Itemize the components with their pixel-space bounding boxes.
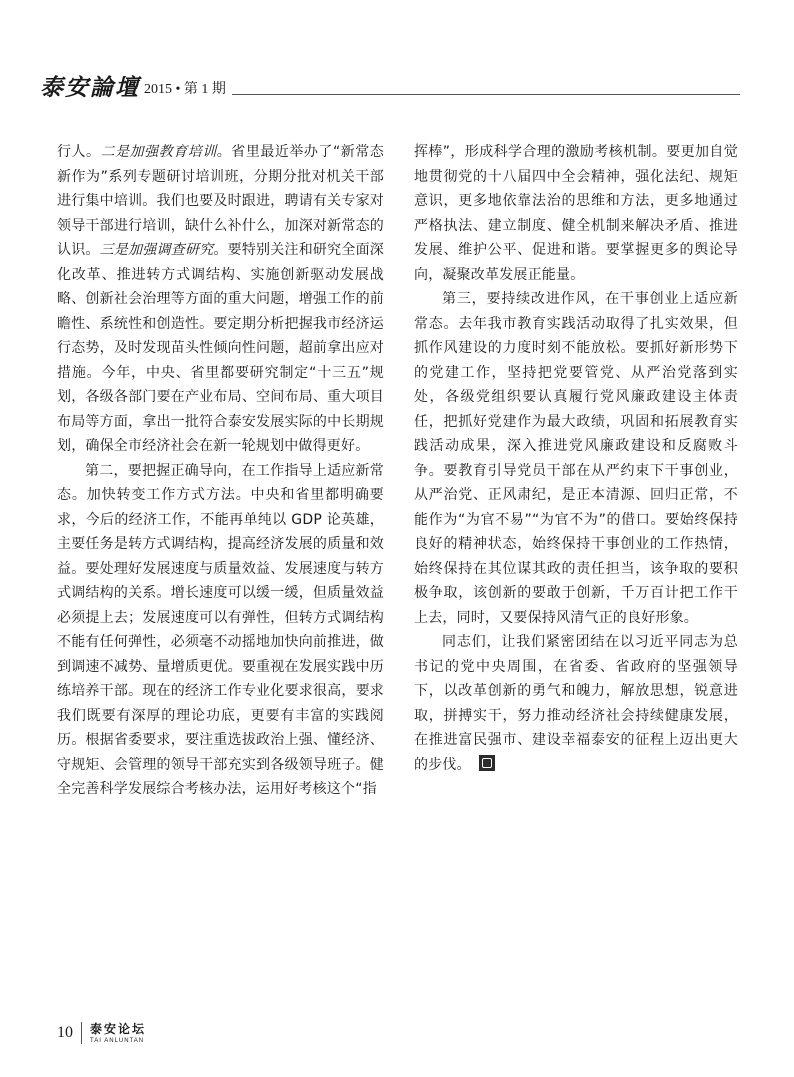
paragraph [414, 630, 738, 777]
text-run: 。省里最近举办了“新常态新作为”系列专题研讨培训班，分期分批对机关干部进行集中培训。我们也要及时跟进，聘请有关专家对领导干部进行培训，缺什么补什么，加深对新常态的认识。 [57, 144, 384, 258]
footer-brand [90, 1023, 146, 1044]
left-column [57, 140, 384, 802]
paragraph: 挥棒”，形成科学合理的激励考核机制。要更加自觉地贯彻党的十八届四中全会精神，强化法纪、规矩意识，更多地依靠法治的思维和方法，更多地通过严格执法、建立制度、健全机制来解决矛盾、推进发展、维护公平、促进和谐。要掌握更多的舆论导向，凝聚改革发展正能量。 [414, 144, 738, 283]
page-footer [57, 1020, 146, 1046]
brand-chinese: 泰安论坛 [90, 1021, 147, 1036]
issue-label: 2015 • 第 1 期 [144, 82, 226, 97]
text-run: 行人。 [57, 144, 101, 160]
text-run: 同志们，让我们紧密团结在以习近平同志为总书记的党中央周围，在省委、省政府的坚强领导下，以改革创新的勇气和魄力，解放思想，锐意进取，拼搏实干，努力推动经济社会持续健康发展，在推进富民强市、建设幸福泰安的征程上迈出更大的步伐。 [414, 634, 738, 773]
highlight-phrase: 三是加强调查研究 [99, 242, 214, 258]
paragraph: 第二，要把握正确导向，在工作指导上适应新常态。加快转变工作方式方法。中央和省里都明确要求，今后的经济工作，不能再单纯以 GDP 论英雄，主要任务是转方式调结构，提高经济发展的质量和效益。要处理好发展速度与质量效益、发展速度与转方式调结构的关系。增长速度可以缓一缓，但质量效益必须提上去；发展速度可以有弹性，但转方式调结构不能有任何弹性，必须毫不动摇地加快向前推进，做到调速不减势、量增质更优。要重视在发展实践中历练培养干部。现在的经济工作专业化要求很高，要求我们既要有深厚的理论功底，更要有丰富的实践阅历。根据省委要求，要注重选拔政治上强、懂经济、守规矩、会管理的领导干部充实到各级领导班子。健全完善科学发展综合考核办法，运用好考核这个“指 [57, 462, 384, 797]
paragraph [57, 140, 384, 459]
journal-title: 泰安論壇 [40, 74, 140, 101]
text-run: 。要特别关注和研究全面深化改革、推进转方式调结构、实施创新驱动发展战略、创新社会治理等方面的重大问题，增强工作的前瞻性、系统性和创造性。要定期分析把握我市经济运行态势，及时发现苗头性倾向性问题，超前拿出应对措施。今年，中央、省里都要研究制定“十三五”规划，各级各部门要在产业布局、空间布局、重大项目布局等方面，拿出一批符合泰安发展实际的中长期规划，确保全市经济社会在新一轮规划中做得更好。 [57, 242, 384, 454]
running-header [40, 76, 740, 100]
page-number: 10 [57, 1024, 73, 1041]
footer-divider [81, 1022, 82, 1044]
right-column [414, 140, 738, 777]
paragraph: 第三，要持续改进作风，在干事创业上适应新常态。去年我市教育实践活动取得了扎实效果，但抓作风建设的力度时刻不能放松。要抓好新形势下的党建工作，坚持把党要管党、从严治党落到实处，各级党组织要认真履行党风廉政建设主体责任，把抓好党建作为最大政绩，巩固和拓展教育实践活动成果，深入推进党风廉政建设和反腐败斗争。要教育引导党员干部在从严约束下干事创业，从严治党、正风肃纪，是正本清源、回归正常，不能作为“为官不易”“为官不为”的借口。要始终保持良好的精神状态，始终保持干事创业的工作热情，始终保持在其位谋其政的责任担当，该争取的要积极争取，该创新的要敢于创新，千万百计把工作干上去，同时，又要保持风清气正的良好形象。 [414, 291, 738, 626]
header-rule [232, 94, 740, 95]
end-mark-icon [479, 755, 495, 771]
highlight-phrase: 二是加强教育培训 [100, 144, 217, 160]
brand-english: TAI ANLUNTAN [90, 1037, 145, 1044]
